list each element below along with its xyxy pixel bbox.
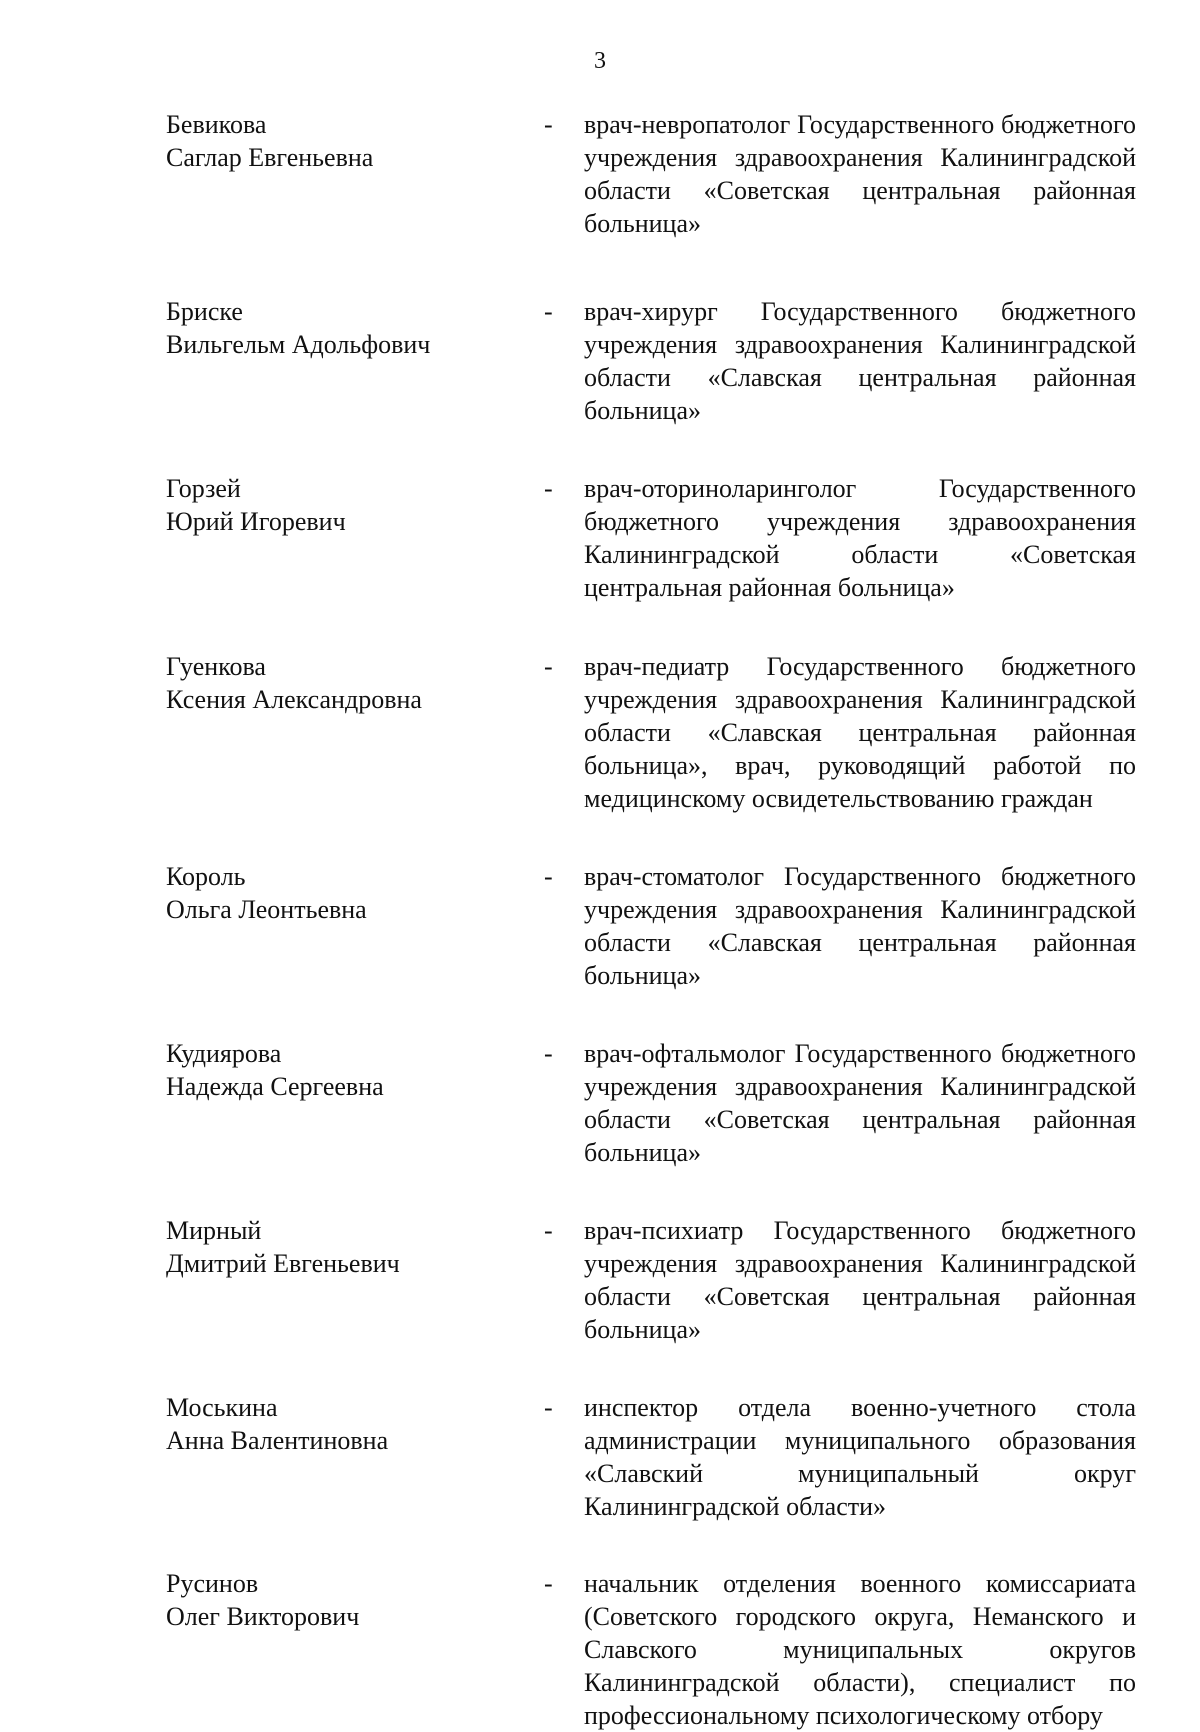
member-list: [166, 108, 1136, 1732]
list-entry: [166, 108, 1136, 240]
surname: Гуенкова: [166, 652, 266, 681]
list-entry: [166, 650, 1136, 815]
position-description: врач-педиатр Государственного бюджетного учреждения здравоохранения Калининградской области «Славская центральная районная больница», врач, руководящий работой по медицинскому освидетельствованию граждан: [584, 652, 1136, 813]
list-entry: [166, 1391, 1136, 1523]
person-name: [166, 108, 544, 240]
dash-separator: -: [544, 1216, 553, 1245]
person-name: [166, 1391, 544, 1523]
surname: Моськина: [166, 1393, 278, 1422]
list-entry: [166, 1567, 1136, 1732]
dash-separator: -: [544, 862, 553, 891]
given-names: Саглар Евгеньевна: [166, 143, 374, 172]
dash-separator: -: [544, 1393, 553, 1422]
position-description: врач-офтальмолог Государственного бюджетного учреждения здравоохранения Калининградской области «Советская центральная районная больница»: [584, 1039, 1136, 1167]
person-name: [166, 860, 544, 992]
given-names: Дмитрий Евгеньевич: [166, 1249, 400, 1278]
dash-separator: -: [544, 1569, 553, 1598]
surname: Король: [166, 862, 246, 891]
position-description: врач-хирург Государственного бюджетного учреждения здравоохранения Калининградской области «Славская центральная районная больница»: [584, 297, 1136, 425]
page-number: 3: [594, 48, 606, 74]
given-names: Вильгельм Адольфович: [166, 330, 431, 359]
dash-separator: -: [544, 652, 553, 681]
person-name: [166, 1567, 544, 1732]
surname: Горзей: [166, 474, 241, 503]
position-description: врач-оториноларинголог Государственного бюджетного учреждения здравоохранения Калининградской области «Советская центральная районная больница»: [584, 474, 1136, 602]
given-names: Ольга Леонтьевна: [166, 895, 367, 924]
list-entry: [166, 1214, 1136, 1346]
given-names: Олег Викторович: [166, 1602, 360, 1631]
list-entry: [166, 472, 1136, 604]
position-description: инспектор отдела военно-учетного стола администрации муниципального образования «Славский муниципальный округ Калининградской области»: [584, 1393, 1136, 1521]
person-name: [166, 650, 544, 815]
surname: Мирный: [166, 1216, 262, 1245]
list-entry: [166, 1037, 1136, 1169]
person-name: [166, 1214, 544, 1346]
position-description: начальник отделения военного комиссариата (Советского городского округа, Неманского и Славского муниципальных округов Калининградской области), специалист по профессиональному психологическому отбору: [584, 1569, 1136, 1730]
list-entry: [166, 295, 1136, 427]
dash-separator: -: [544, 110, 553, 139]
list-entry: [166, 860, 1136, 992]
position-description: врач-психиатр Государственного бюджетного учреждения здравоохранения Калининградской области «Советская центральная районная больница»: [584, 1216, 1136, 1344]
dash-separator: -: [544, 474, 553, 503]
surname: Бриске: [166, 297, 243, 326]
dash-separator: -: [544, 297, 553, 326]
given-names: Надежда Сергеевна: [166, 1072, 384, 1101]
person-name: [166, 295, 544, 427]
position-description: врач-невропатолог Государственного бюджетного учреждения здравоохранения Калининградской области «Советская центральная районная больница»: [584, 110, 1136, 238]
surname: Бевикова: [166, 110, 267, 139]
given-names: Ксения Александровна: [166, 685, 422, 714]
surname: Кудиярова: [166, 1039, 282, 1068]
position-description: врач-стоматолог Государственного бюджетного учреждения здравоохранения Калининградской области «Славская центральная районная больница»: [584, 862, 1136, 990]
surname: Русинов: [166, 1569, 259, 1598]
dash-separator: -: [544, 1039, 553, 1068]
given-names: Анна Валентиновна: [166, 1426, 389, 1455]
given-names: Юрий Игоревич: [166, 507, 346, 536]
person-name: [166, 1037, 544, 1169]
person-name: [166, 472, 544, 604]
